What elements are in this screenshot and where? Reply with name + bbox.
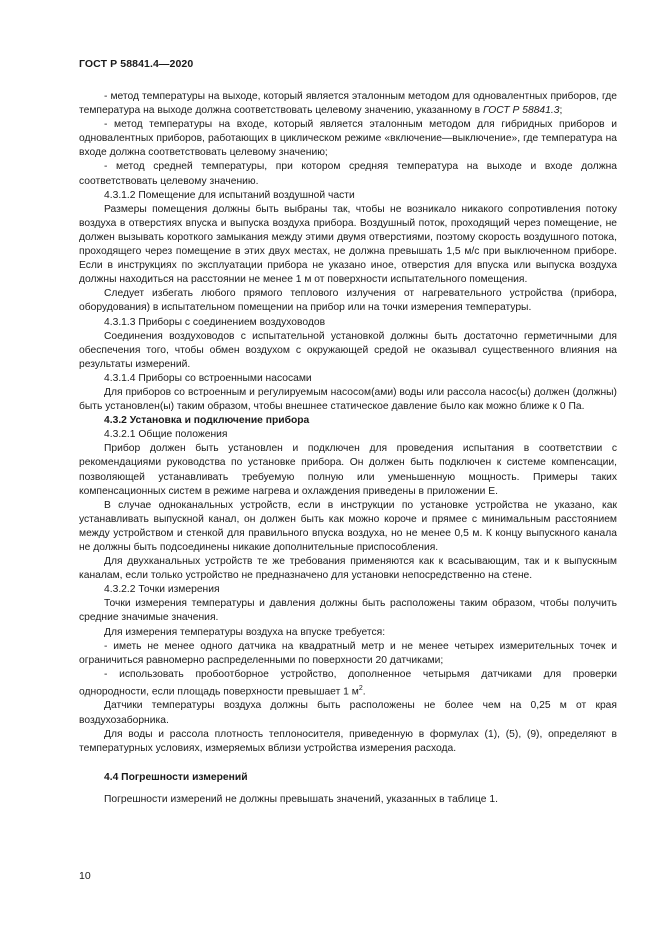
section-heading-4312: 4.3.1.2 Помещение для испытаний воздушной части (104, 189, 355, 201)
paragraph-measuring-points: Точки измерения температуры и давления должны быть расположены таким образом, чтобы получить средние значимые значения. (79, 598, 617, 624)
paragraph-pumps: Для приборов со встроенным и регулируемым насосом(ами) воды или рассола насос(ы) должен (должны) быть установлен(ы) таким образом, чтобы внешнее статическое давление было как можно ближе к 0 Па. (79, 386, 617, 413)
section-heading-44: 4.4 Погрешности измерений (104, 771, 248, 783)
section-heading-4314: 4.3.1.4 Приборы со встроенными насосами (104, 372, 312, 384)
document-body (79, 90, 617, 807)
paragraph-text: - метод температуры на выходе, который является эталонным методом для одновалентных приборов, где температура на выходе должна соответствовать целевому значению, указанному в (79, 91, 617, 117)
standard-reference: ГОСТ Р 58841.3 (483, 105, 560, 117)
superscript: 2 (358, 684, 363, 692)
paragraph-single-duct: В случае одноканальных устройств, если в инструкции по установке устройства не указано, как устанавливать выпускной канал, он должен быть как можно короче и прямее с минимальным расстоянием между устройством и стенкой для правильного впуска воздуха, но не менее 0,5 м. К концу выпускного канала не должны быть подсоединены никакие дополнительные приспособления. (79, 499, 617, 553)
section-heading-432: 4.3.2 Установка и подключение прибора (104, 415, 310, 427)
section-heading-4321: 4.3.2.1 Общие положения (104, 429, 228, 441)
paragraph-installation: Прибор должен быть установлен и подключен для проведения испытания в соответствии с рекомендациями руководства по установке прибора. Он должен быть подключен к системе компенсации, позволяющей устанавливать требуемую полную или уменьшенную мощность. Примеры таких компенсационных систем в режиме нагрева и охлаждения приведены в приложении Е. (79, 443, 617, 497)
paragraph-sampling-device (79, 668, 617, 700)
paragraph-ducts: Соединения воздуховодов с испытательной установкой должны быть достаточно герметичными для обеспечения того, чтобы обмен воздухом с окружающей средой не оказывал существенного влияния на результаты измерений. (79, 330, 617, 370)
document-header: ГОСТ Р 58841.4—2020 (79, 58, 194, 70)
paragraph-sensor-density: - иметь не менее одного датчика на квадратный метр и не менее четырех измерительных точек и ограничиться равномерно распределенными по поверхности 20 датчиками; (79, 640, 617, 666)
paragraph-inlet-method: - метод температуры на входе, который является эталонным методом для гибридных приборов и одновалентных приборов, работающих в циклическом режиме «включение—выключение», где температура на входе должна соответствовать целевому значению; (79, 119, 617, 159)
paragraph-errors: Погрешности измерений не должны превышать значений, указанных в таблице 1. (104, 793, 498, 805)
section-heading-4322: 4.3.2.2 Точки измерения (104, 584, 220, 596)
paragraph-density: Для воды и рассола плотность теплоносителя, приведенную в формулах (1), (5), (9), определяют в температурных условиях, измеряемых вблизи устройства измерения расхода. (79, 728, 617, 754)
paragraph-inlet-requirements: Для измерения температуры воздуха на впуске требуется: (104, 626, 386, 638)
paragraph-mean-method: - метод средней температуры, при котором средняя температура на выходе и входе должна соответствовать целевому значению. (79, 161, 617, 187)
paragraph-text: - использовать пробоотборное устройство, дополненное четырьмя датчиками для проверки однородности, если площадь поверхности превышает 1 м (79, 668, 617, 698)
paragraph-text: . (362, 686, 366, 698)
page-number: 10 (79, 870, 91, 882)
paragraph-text: ; (559, 105, 563, 117)
paragraph-radiation: Следует избегать любого прямого теплового излучения от нагревательного устройства (прибора, оборудования) в испытательном помещении на прибор или на точки измерения температуры. (79, 288, 617, 314)
paragraph-outlet-method (79, 90, 617, 118)
paragraph-double-duct: Для двухканальных устройств те же требования применяются как к всасывающим, так и к выпускным каналам, если только устройство не предназначено для установки непосредственно на стене. (79, 556, 617, 582)
paragraph-sensor-distance: Датчики температуры воздуха должны быть расположены не более чем на 0,25 м от края воздухозаборника. (79, 700, 617, 726)
section-heading-4313: 4.3.1.3 Приборы с соединением воздуховодов (104, 316, 326, 328)
paragraph-room-size: Размеры помещения должны быть выбраны так, чтобы не возникало никакого сопротивления потоку воздуха в отверстиях впуска и выпуска воздуха прибора. Воздушный поток, проходящий через помещение, не должен вызывать короткого замыкания между этими двумя отверстиями, поэтому скорость воздушного потока, проходящего через помещение в этих двух местах, не должна превышать 1,5 м/с при выключенном приборе. Если в инструкциях по эксплуатации прибора не указано иное, отверстия для впуска или выпуска воздуха должны находиться на расстоянии не менее 1 м от поверхности испытательного помещения. (79, 203, 617, 286)
